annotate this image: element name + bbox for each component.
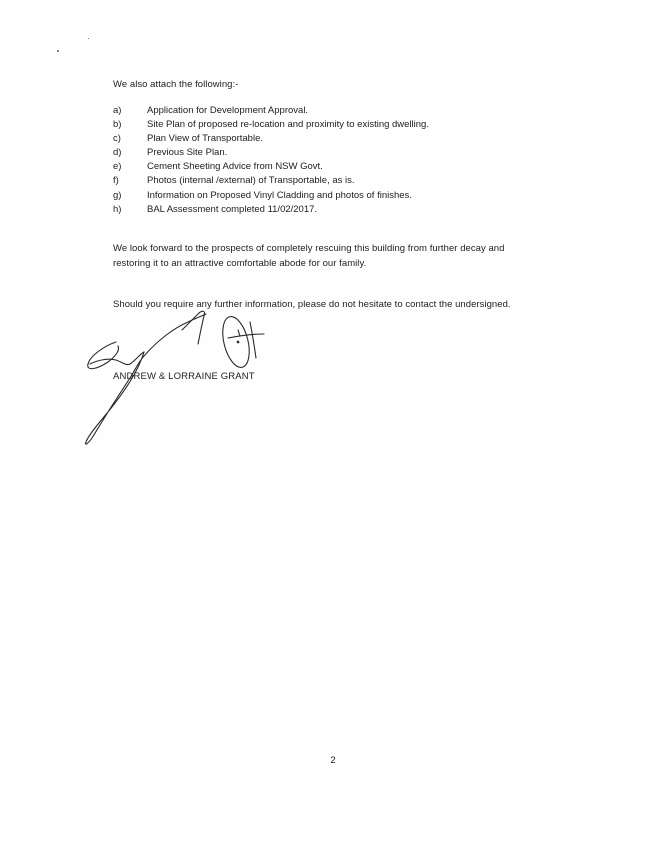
attachments-list bbox=[113, 104, 429, 217]
contact-paragraph: Should you require any further information, please do not hesitate to contact the undersigned. bbox=[113, 299, 511, 310]
list-item bbox=[113, 118, 429, 132]
list-item-letter: f) bbox=[113, 175, 119, 187]
attachments-intro: We also attach the following:- bbox=[113, 79, 239, 90]
list-item-text: Application for Development Approval. bbox=[147, 105, 309, 116]
handwritten-signature bbox=[78, 300, 278, 450]
list-item-text: Information on Proposed Vinyl Cladding and photos of finishes. bbox=[147, 189, 412, 201]
list-item-text: Cement Sheeting Advice from NSW Govt. bbox=[147, 161, 323, 173]
list-item-letter: b) bbox=[113, 119, 122, 131]
list-item bbox=[113, 146, 429, 160]
list-item bbox=[113, 203, 429, 217]
list-item-text: Plan View of Transportable. bbox=[147, 133, 264, 145]
list-item-text: BAL Assessment completed 11/02/2017. bbox=[147, 203, 318, 215]
list-item-letter: d) bbox=[113, 147, 122, 159]
list-item-text: Previous Site Plan. bbox=[147, 147, 228, 159]
page-number: 2 bbox=[330, 755, 336, 766]
list-item-letter: g) bbox=[113, 189, 122, 201]
list-item bbox=[113, 160, 429, 174]
list-item-letter: a) bbox=[113, 105, 122, 116]
list-item bbox=[113, 174, 429, 188]
list-item-letter: h) bbox=[113, 203, 122, 215]
list-item bbox=[113, 104, 429, 118]
signatory-name: ANDREW & LORRAINE GRANT bbox=[113, 371, 255, 382]
list-item-text: Site Plan of proposed re-location and proximity to existing dwelling. bbox=[147, 119, 429, 131]
list-item-text: Photos (internal /external) of Transportable, as is. bbox=[147, 175, 355, 187]
list-item-letter: c) bbox=[113, 133, 121, 145]
closing-paragraph: We look forward to the prospects of completely rescuing this building from further decay and restoring it to an attractive comfortable abode for our family. bbox=[113, 243, 505, 269]
list-item bbox=[113, 189, 429, 203]
list-item bbox=[113, 132, 429, 146]
list-item-letter: e) bbox=[113, 161, 122, 173]
